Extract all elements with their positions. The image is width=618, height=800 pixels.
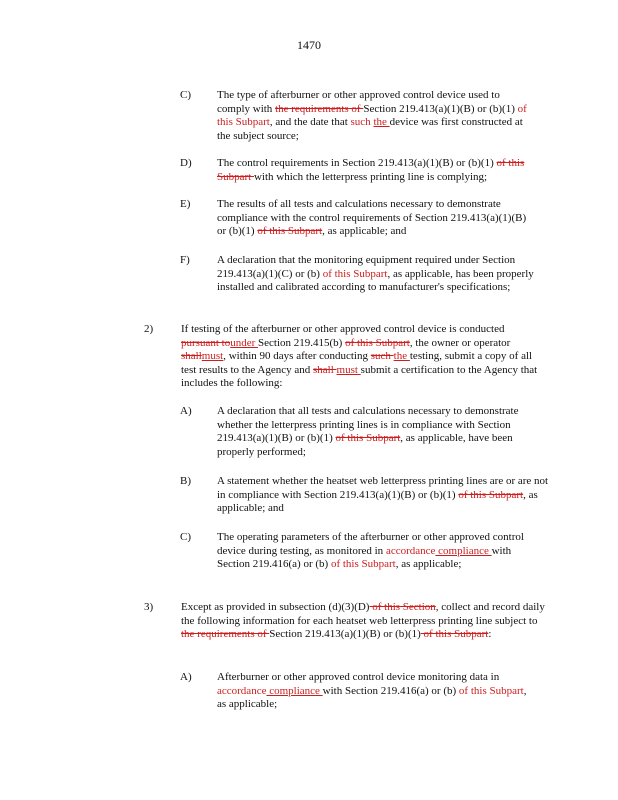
- text-run: A declaration that all tests and calculations necessary to demonstrate whether the letterpress printing lines is in compliance with Section 219.413(a)(1)(B) or (b)(1): [217, 405, 519, 445]
- text-run: with Section 219.416(a) or (b): [217, 544, 512, 571]
- inserted-text: accordance: [217, 684, 267, 697]
- text-run: , as applicable, have been properly performed;: [217, 432, 513, 458]
- deleted-text: such: [370, 350, 394, 363]
- deleted-text: of this Subpart: [257, 225, 323, 238]
- text-run: Except as provided in subsection (d)(3)(D): [181, 601, 370, 613]
- text-run: device was first constructed at the subject source;: [217, 116, 523, 142]
- text-run: , as applicable; and: [322, 225, 407, 238]
- deleted-text: of this Subpart: [458, 488, 524, 501]
- text-run: Afterburner or other approved control device monitoring data in: [217, 671, 500, 683]
- inserted-underlined-text: the: [393, 350, 410, 363]
- text-run: , the owner or operator: [409, 336, 511, 349]
- item-text: [217, 475, 549, 516]
- inserted-text: such: [350, 116, 374, 129]
- deleted-text: shall: [312, 363, 337, 376]
- item-label: F): [180, 254, 190, 266]
- text-run: with which the letterpress printing line is complying;: [253, 170, 488, 183]
- deleted-text: of this Subpart: [345, 336, 410, 349]
- inserted-text: of this Subpart: [330, 558, 396, 571]
- text-run: Section 219.413(a)(1)(B) or (b)(1): [269, 628, 421, 641]
- inserted-underlined-text: the: [373, 116, 390, 129]
- item-text: [217, 89, 535, 143]
- item-label: A): [180, 405, 192, 417]
- deleted-text: of this Subpart: [335, 432, 401, 445]
- text-run: , and the date that: [269, 116, 351, 129]
- item-label: E): [180, 198, 191, 210]
- text-run: , within 90 days after conducting: [223, 350, 371, 363]
- inserted-text: of this Subpart: [217, 102, 527, 129]
- text-run: A statement whether the heatset web letterpress printing lines are or are not in compliance with Section 219.413(a)(1)(B) or (b)(1): [217, 475, 549, 501]
- item-label: C): [180, 89, 191, 101]
- item-text: [217, 405, 548, 459]
- item-label: B): [180, 475, 191, 487]
- inserted-underlined-text: compliance: [266, 684, 323, 697]
- item-label: D): [180, 157, 192, 169]
- deleted-text: pursuant to: [181, 336, 231, 349]
- text-run: Section 219.413(a)(1)(B) or (b)(1): [363, 102, 518, 115]
- inserted-text: accordance: [385, 544, 436, 557]
- inserted-underlined-text: compliance: [435, 544, 492, 557]
- text-run: If testing of the afterburner or other approved control device is conducted: [181, 323, 505, 335]
- inserted-underlined-text: must: [336, 363, 361, 376]
- text-run: , as applicable, has been properly installed and calibrated according to manufacturer's specifications;: [217, 267, 534, 294]
- inserted-text: of this Subpart: [322, 267, 388, 280]
- text-run: , as applicable;: [217, 684, 527, 711]
- item-text: [217, 254, 545, 295]
- item-text: [217, 157, 549, 184]
- item-text: [181, 601, 545, 642]
- deleted-text: the requirements of: [275, 102, 364, 115]
- text-run: The operating parameters of the afterburner or other approved control device during testing, as monitored in: [217, 531, 524, 557]
- item-text: [181, 323, 545, 391]
- item-text: [217, 531, 539, 572]
- page-number: 1470: [297, 38, 321, 52]
- item-text: [217, 671, 535, 712]
- text-run: :: [488, 628, 492, 641]
- deleted-text: shall: [181, 350, 202, 363]
- text-run: , as applicable;: [395, 558, 462, 571]
- text-run: The control requirements in Section 219.413(a)(1)(B) or (b)(1): [217, 157, 497, 169]
- text-run: The results of all tests and calculations necessary to demonstrate compliance with the control requirements of Section 219.413(a)(1)(B) or (b)(1): [217, 198, 527, 238]
- item-label: 3): [144, 601, 154, 613]
- text-run: , collect and record daily the following information for each heatset web letterpress printing line subject to: [181, 601, 545, 627]
- inserted-underlined-text: must: [201, 350, 224, 363]
- item-label: 2): [144, 323, 154, 335]
- deleted-text: of this Section: [369, 601, 436, 613]
- item-label: A): [180, 671, 192, 683]
- inserted-underlined-text: under: [230, 336, 258, 349]
- text-run: Section 219.415(b): [258, 336, 346, 349]
- item-label: C): [180, 531, 191, 543]
- item-text: [217, 198, 535, 239]
- text-run: A declaration that the monitoring equipment required under Section 219.413(a)(1)(C) or (b): [217, 254, 516, 280]
- deleted-text: of this Subpart: [217, 157, 525, 183]
- text-run: , as applicable; and: [217, 488, 538, 515]
- inserted-text: of this Subpart: [458, 684, 524, 697]
- text-run: with Section 219.416(a) or (b): [322, 684, 459, 697]
- deleted-text: the requirements of: [181, 628, 270, 641]
- text-run: testing, submit a copy of all test results to the Agency and: [181, 350, 533, 376]
- text-run: The type of afterburner or other approved control device used to comply with: [217, 89, 500, 115]
- deleted-text: of this Subpart: [420, 628, 489, 641]
- text-run: submit a certification to the Agency that includes the following:: [181, 363, 538, 390]
